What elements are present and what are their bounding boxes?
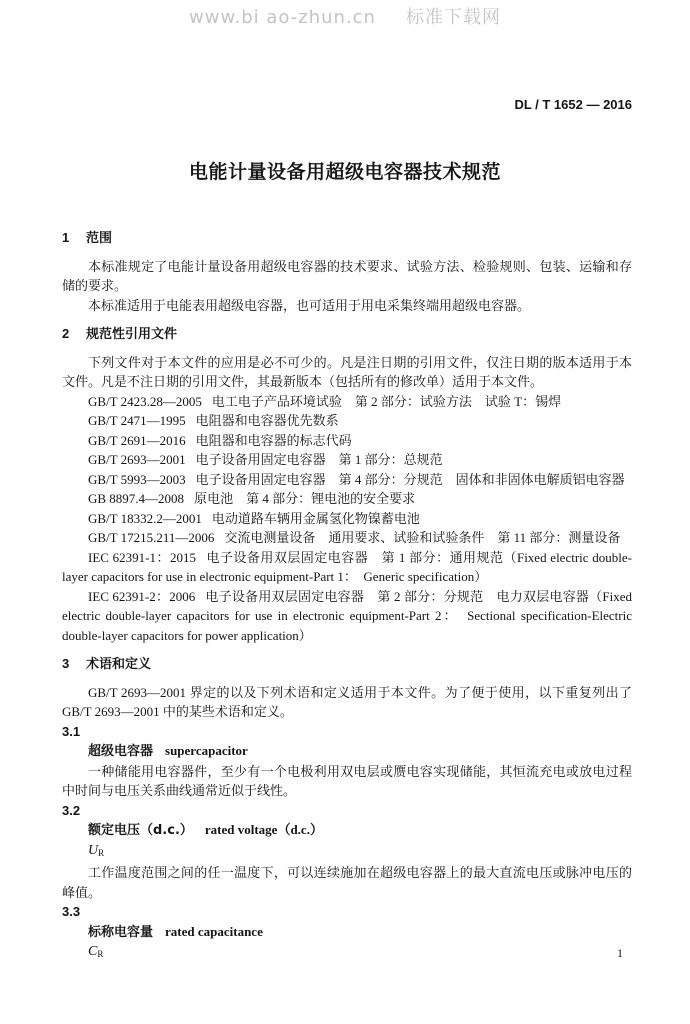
paragraph: GB/T 2693—2001 界定的以及下列术语和定义适用于本文件。为了便于使用，以下重复列出了 GB/T 2693—2001 中的某些术语和定义。 (62, 684, 632, 719)
document-title: 电能计量设备用超级电容器技术规范 (188, 161, 501, 183)
watermark-url: www.bi ao-zhun.cn (189, 7, 376, 28)
term-name (62, 741, 632, 762)
term-entry (62, 801, 632, 903)
reference-code: GB/T 2691—2016 (88, 432, 186, 448)
term-number: 3.3 (62, 904, 81, 919)
reference-item (62, 431, 632, 451)
reference-code: GB/T 17215.211—2006 (88, 530, 215, 545)
reference-code: GB/T 5993—2003 (88, 471, 186, 487)
reference-code: IEC 62391-1：2015 (88, 549, 196, 565)
reference-title: 电子设备用双层固定电容器 第 1 部分：通用规范（Fixed electric double-layer capacitors for use in electronic equipment-Part 1： Generic specification） (62, 549, 632, 584)
reference-item (62, 392, 632, 412)
reference-item (62, 548, 632, 587)
symbol-letter: U (88, 842, 99, 858)
reference-item (62, 411, 632, 431)
reference-code: GB/T 2423.28—2005 (88, 393, 202, 409)
paragraph: 本标准规定了电能计量设备用超级电容器的技术要求、试验方法、检验规则、包装、运输和存储的要求。 (62, 258, 632, 293)
paragraph: 本标准适用于电能表用超级电容器，也可适用于用电采集终端用超级电容器。 (88, 297, 531, 313)
section-title: 范围 (86, 230, 113, 245)
reference-code: IEC 62391-2：2006 (88, 588, 196, 604)
section-heading (62, 654, 632, 674)
paragraph: 下列文件对于本文件的应用是必不可少的。凡是注日期的引用文件，仅注日期的版本适用于本文件。凡是不注日期的引用文件，其最新版本（包括所有的修改单）适用于本文件。 (62, 354, 632, 389)
reference-item (62, 587, 632, 646)
reference-title: 电子设备用固定电容器 第 4 部分：分规范 固体和非固体电解质铝电容器 (195, 471, 625, 487)
reference-code: GB/T 2693—2001 (88, 452, 186, 467)
document-body (62, 228, 632, 965)
term-name-zh: 标称电容量 (88, 924, 154, 940)
term-name-en: rated voltage（d.c.） (204, 822, 323, 837)
symbol-subscript: R (98, 847, 105, 858)
reference-title: 电工电子产品环境试验 第 2 部分：试验方法 试验 T：锡焊 (211, 393, 562, 409)
reference-code: GB 8897.4—2008 (88, 491, 185, 506)
watermark (0, 3, 690, 29)
reference-item (62, 470, 632, 490)
term-definition: 一种储能用电容器件，至少有一个电极利用双电层或赝电容实现储能，其恒流充电或放电过程中时间与电压关系曲线通常近似于线性。 (62, 763, 632, 798)
standard-code: DL / T 1652 — 2016 (514, 97, 632, 112)
section-heading (62, 228, 632, 248)
term-name-en: supercapacitor (165, 743, 248, 758)
term-number: 3.1 (62, 723, 81, 739)
section-number: 2 (62, 326, 70, 341)
reference-item (62, 489, 632, 509)
term-entry (62, 722, 632, 801)
term-symbol (62, 841, 632, 864)
section-number: 3 (62, 656, 70, 671)
term-name-zh: 超级电容器 (88, 744, 154, 759)
section-number: 1 (62, 230, 70, 245)
section-title: 规范性引用文件 (86, 326, 178, 341)
term-name-en: rated capacitance (165, 923, 263, 939)
reference-item (62, 528, 632, 548)
symbol-subscript: R (97, 949, 104, 959)
term-name-zh: 额定电压（d.c.） (88, 823, 193, 838)
reference-title: 原电池 第 4 部分：锂电池的安全要求 (194, 491, 416, 506)
reference-title: 电阻器和电容器的标志代码 (195, 432, 352, 448)
symbol-letter: C (88, 944, 98, 959)
term-name (62, 922, 632, 943)
reference-list (62, 392, 632, 646)
term-name (62, 820, 632, 841)
reference-code: GB/T 18332.2—2001 (88, 510, 202, 526)
term-symbol (62, 942, 632, 965)
term-entry (62, 902, 632, 965)
section-title: 术语和定义 (86, 656, 152, 671)
reference-title: 电子设备用固定电容器 第 1 部分：总规范 (195, 452, 443, 467)
reference-title: 电阻器和电容器优先数系 (195, 413, 339, 428)
reference-title: 电子设备用双层固定电容器 第 2 部分：分规范 电力双层电容器（Fixed electric double-layer capacitors for use in electronic equipment-Part 2： Sectional specification-Electric double-layer capacitors for power application） (62, 588, 632, 643)
page-number: 1 (617, 946, 623, 960)
term-number: 3.2 (62, 802, 81, 818)
reference-item (62, 509, 632, 529)
watermark-site: 标准下载网 (405, 7, 501, 28)
reference-item (62, 450, 632, 470)
section-heading (62, 324, 632, 344)
reference-code: GB/T 2471—1995 (88, 413, 186, 428)
reference-title: 交流电测量设备 通用要求、试验和试验条件 第 11 部分：测量设备 (224, 530, 621, 545)
reference-title: 电动道路车辆用金属氢化物镍蓄电池 (211, 510, 420, 526)
term-definition: 工作温度范围之间的任一温度下，可以连续施加在超级电容器上的最大直流电压或脉冲电压的峰值。 (62, 865, 632, 900)
